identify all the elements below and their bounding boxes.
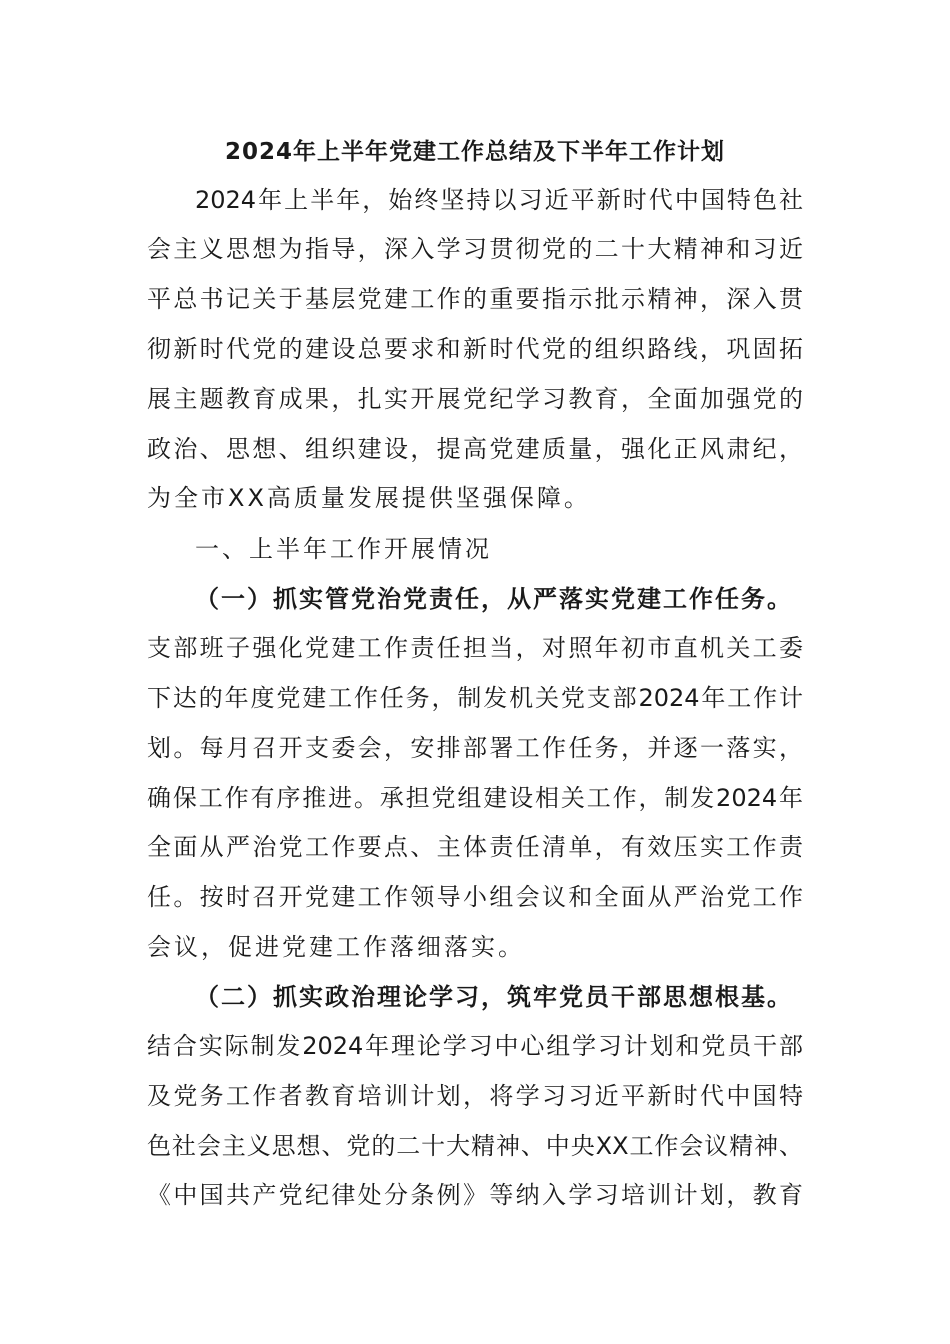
paragraph-line: 会主义思想为指导，深入学习贯彻党的二十大精神和习近 bbox=[147, 235, 803, 263]
paragraph-line: 划。每月召开支委会，安排部署工作任务，并逐一落实， bbox=[147, 734, 803, 762]
paragraph-line: 全面从严治党工作要点、主体责任清单，有效压实工作责 bbox=[147, 833, 803, 861]
paragraph-line: 会议，促进党建工作落细落实。 bbox=[147, 933, 525, 961]
paragraph-line: 下达的年度党建工作任务，制发机关党支部2024年工作计 bbox=[147, 684, 803, 712]
paragraph-line: 展主题教育成果，扎实开展党纪学习教育，全面加强党的 bbox=[147, 385, 803, 413]
document-title: 2024年上半年党建工作总结及下半年工作计划 bbox=[224, 139, 725, 165]
paragraph-line: 2024年上半年，始终坚持以习近平新时代中国特色社 bbox=[195, 186, 803, 214]
paragraph-line: 支部班子强化党建工作责任担当，对照年初市直机关工委 bbox=[147, 634, 803, 662]
section-heading: 一、上半年工作开展情况 bbox=[195, 535, 492, 563]
paragraph-line: 为全市XX高质量发展提供坚强保障。 bbox=[147, 484, 591, 512]
paragraph-line: 结合实际制发2024年理论学习中心组学习计划和党员干部 bbox=[147, 1032, 803, 1060]
paragraph-line: 平总书记关于基层党建工作的重要指示批示精神，深入贯 bbox=[147, 285, 803, 313]
paragraph-line: 及党务工作者教育培训计划，将学习习近平新时代中国特 bbox=[147, 1082, 803, 1110]
paragraph-line: 任。按时召开党建工作领导小组会议和全面从严治党工作 bbox=[147, 883, 803, 911]
paragraph-line: 确保工作有序推进。承担党组建设相关工作，制发2024年 bbox=[147, 784, 803, 812]
paragraph-line: 彻新时代党的建设总要求和新时代党的组织路线，巩固拓 bbox=[147, 335, 803, 363]
subsection-heading: （二）抓实政治理论学习，筑牢党员干部思想根基。 bbox=[195, 983, 793, 1011]
paragraph-line: 政治、思想、组织建设，提高党建质量，强化正风肃纪， bbox=[147, 435, 803, 463]
paragraph-line: 色社会主义思想、党的二十大精神、中央XX工作会议精神、 bbox=[147, 1132, 803, 1160]
subsection-heading: （一）抓实管党治党责任，从严落实党建工作任务。 bbox=[195, 585, 793, 613]
paragraph-line: 《中国共产党纪律处分条例》等纳入学习培训计划，教育 bbox=[147, 1181, 803, 1209]
